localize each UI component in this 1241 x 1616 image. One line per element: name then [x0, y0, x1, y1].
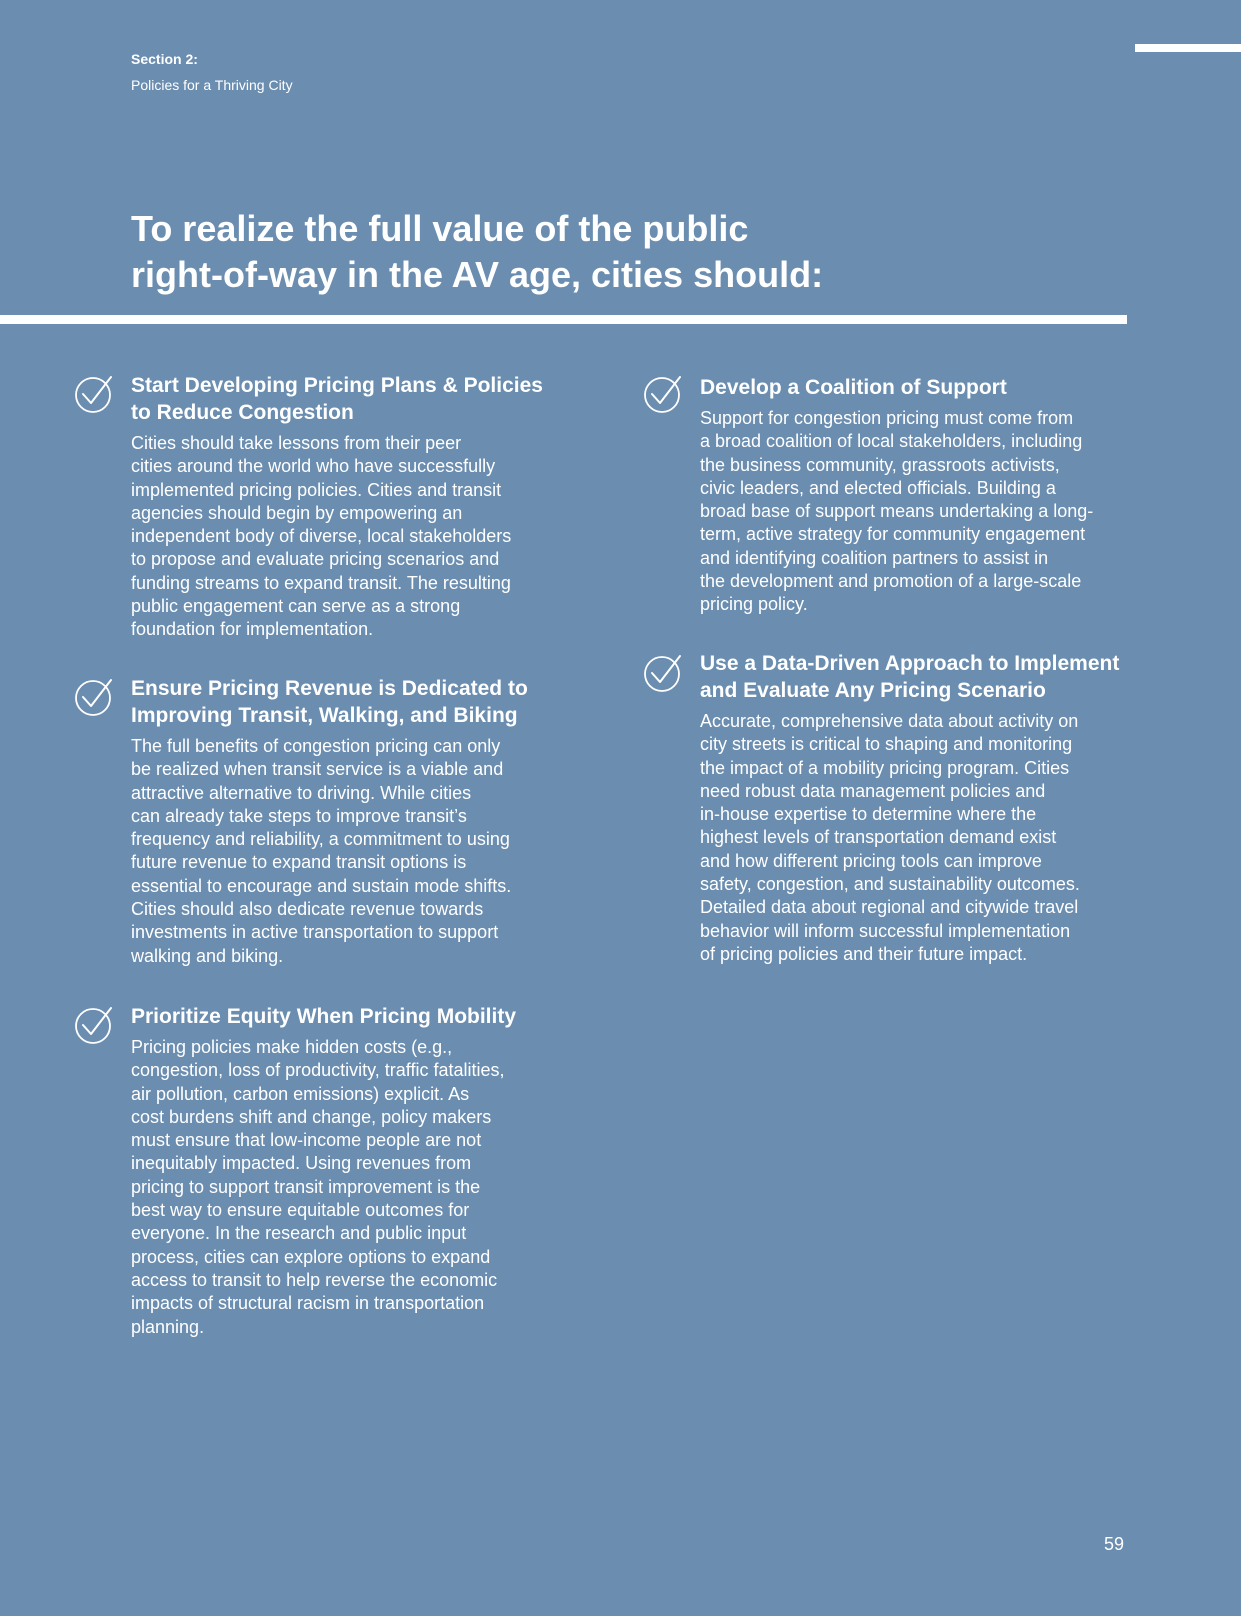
headline-line-1: To realize the full value of the public [131, 208, 749, 249]
policy-item-body: The full benefits of congestion pricing can only be realized when transit service is a viable and attractive alternative to driving. While cities can already take steps to improve transit’s frequency and reliability, a commitment to using future revenue to expand transit options is essential to encourage and sustain mode shifts. Cities should also dedicate revenue towards investments in active transportation to support walking and biking. [131, 736, 512, 966]
page-headline [131, 206, 1031, 298]
policy-item-pricing-revenue [131, 675, 591, 968]
page-number: 59 [1104, 1534, 1125, 1554]
policy-item-body: Pricing policies make hidden costs (e.g., congestion, loss of productivity, traffic fatalities, air pollution, carbon emissions) explicit. As cost burdens shift and change, policy makers must ensure that low-income people are not inequitably impacted. Using revenues from pricing to support transit improvement is the best way to ensure equitable outcomes for everyone. In the research and public input process, cities can explore options to expand access to transit to help reverse the economic impacts of structural racism in transportation planning. [131, 1037, 505, 1337]
policy-item-coalition [700, 374, 1170, 617]
policy-item-title: Develop a Coalition of Support [700, 376, 1007, 399]
policy-item-equity [131, 1003, 591, 1339]
policy-item-body: Support for congestion pricing must come from a broad coalition of local stakeholders, including the business community, grassroots activists, civic leaders, and elected officials. Building a broad base of support means undertaking a long- term, active strategy for community engagement and identifying coalition partners to assist in the development and promotion of a large-scale pricing policy. [700, 408, 1094, 615]
checkmark-circle-icon [74, 1005, 114, 1045]
policy-item-body: Accurate, comprehensive data about activity on city streets is critical to shaping and monitoring the impact of a mobility pricing program. Cities need robust data management policies and in-house expertise to determine where the highest levels of transportation demand exist and how different pricing tools can improve safety, congestion, and sustainability outcomes. Detailed data about regional and citywide travel behavior will inform successful implementation of pricing policies and their future impact. [700, 711, 1080, 964]
headline-rule [0, 315, 1127, 324]
checkmark-circle-icon [643, 653, 683, 693]
top-right-rule [1135, 44, 1241, 52]
policy-item-title: Ensure Pricing Revenue is Dedicated to Improving Transit, Walking, and Biking [131, 677, 528, 727]
section-title: Policies for a Thriving City [131, 77, 293, 93]
policy-item-title: Start Developing Pricing Plans & Policies to Reduce Congestion [131, 374, 543, 424]
policy-item-body: Cities should take lessons from their peer cities around the world who have successfully implemented pricing policies. Cities and transit agencies should begin by empowering an independent body of diverse, local stakeholders to propose and evaluate pricing scenarios and funding streams to expand transit. The resulting public engagement can serve as a strong foundation for implementation. [131, 433, 512, 640]
checkmark-circle-icon [74, 374, 114, 414]
section-label: Section 2: [131, 51, 198, 67]
policy-item-title: Prioritize Equity When Pricing Mobility [131, 1005, 517, 1028]
headline-line-2: right-of-way in the AV age, cities should: [131, 254, 824, 295]
policy-item-data-driven [700, 650, 1170, 966]
checkmark-circle-icon [643, 374, 683, 414]
checkmark-circle-icon [74, 677, 114, 717]
policy-item-title: Use a Data-Driven Approach to Implement and Evaluate Any Pricing Scenario [700, 652, 1120, 702]
policy-item-pricing-plans [131, 372, 591, 642]
